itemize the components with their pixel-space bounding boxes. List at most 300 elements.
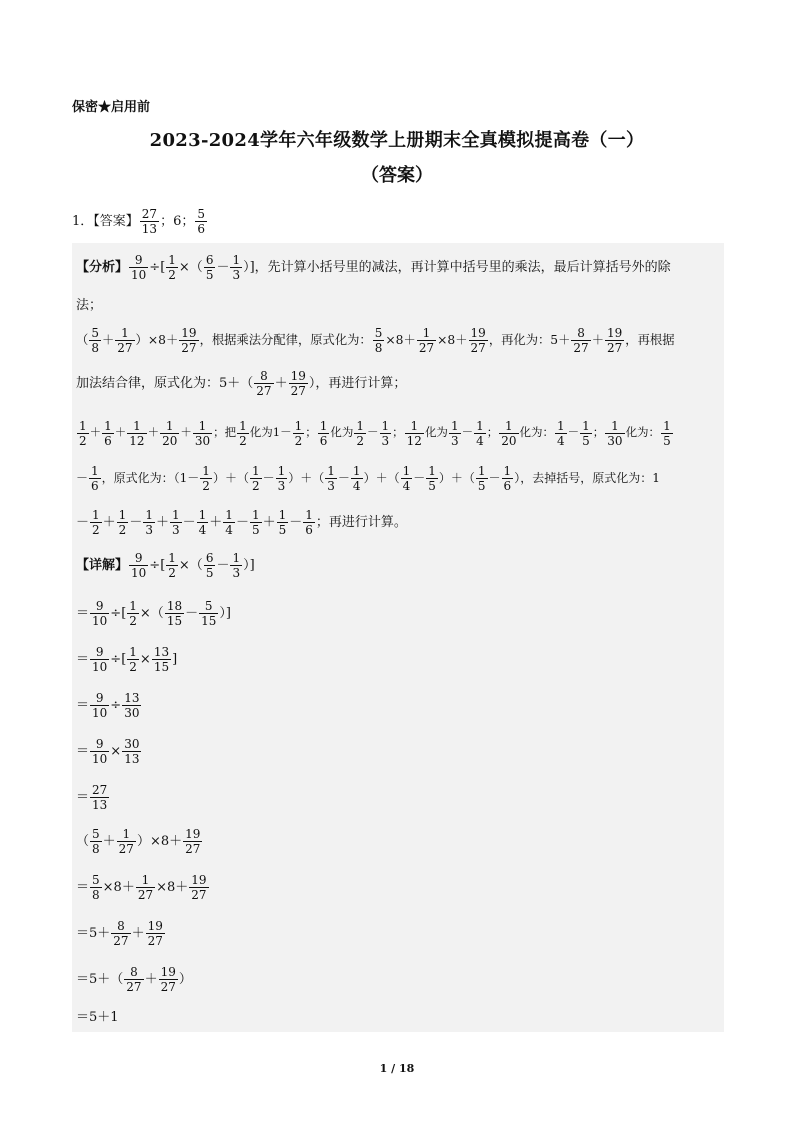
numerator: 1	[239, 418, 247, 433]
fraction	[474, 419, 486, 448]
text-run: ＋	[155, 515, 169, 530]
fraction	[89, 464, 101, 493]
numerator: 1	[129, 645, 137, 659]
text-run: ，再化为：5＋	[488, 333, 571, 347]
answer-sep: ；6；	[160, 214, 195, 229]
numerator: 1	[92, 508, 100, 522]
fraction	[122, 691, 141, 720]
numerator: 19	[607, 326, 623, 340]
denominator: 27	[160, 980, 176, 994]
text-run: ＋	[591, 333, 605, 347]
denominator: 3	[145, 523, 153, 537]
numerator: 19	[181, 326, 197, 340]
fraction	[193, 419, 212, 448]
denominator: 3	[381, 433, 390, 448]
denominator: 5	[477, 479, 486, 493]
numerator: 1	[232, 253, 241, 267]
fraction	[160, 419, 179, 448]
numerator: 1	[145, 508, 153, 522]
numerator: 13	[153, 645, 170, 659]
denominator: 2	[92, 523, 100, 537]
text-run: ）＋（	[212, 471, 249, 485]
page-title: 2023-2024学年六年级数学上册期末全真模拟提高卷（一）	[149, 130, 645, 151]
text-run: ＋	[101, 333, 115, 347]
numerator: 5	[374, 326, 383, 340]
text-run: 化为	[330, 425, 354, 439]
numerator: 6	[205, 253, 214, 267]
numerator: 8	[254, 369, 273, 384]
denominator: 6	[305, 523, 313, 537]
denominator: 20	[501, 433, 517, 448]
detail-step	[76, 822, 203, 862]
text-run: ＝	[76, 790, 90, 805]
denominator: 5	[205, 566, 214, 580]
numerator: 1	[168, 551, 176, 565]
numerator: 5	[92, 873, 100, 887]
numerator: 6	[205, 551, 214, 565]
fraction	[170, 508, 182, 537]
denominator: 2	[168, 566, 176, 580]
detail-step	[76, 960, 192, 1000]
text-run: ÷[	[149, 558, 166, 573]
fraction	[204, 253, 216, 282]
denominator: 4	[476, 433, 484, 448]
text-run: －	[216, 558, 230, 573]
fraction	[499, 419, 518, 448]
denominator: 15	[153, 660, 170, 674]
text-run: ×8＋	[156, 880, 189, 895]
fraction	[325, 464, 337, 493]
numerator: 1	[193, 419, 212, 434]
numerator: 1	[476, 418, 484, 433]
text-run: －	[367, 425, 379, 439]
numerator: 1	[171, 508, 180, 522]
denominator: 2	[79, 433, 87, 448]
text-run: －	[216, 260, 230, 275]
detail-step	[76, 778, 110, 818]
text-run: －	[182, 515, 196, 530]
denominator: 12	[406, 433, 422, 448]
text-run: ×8＋	[385, 333, 416, 347]
fraction	[354, 419, 366, 448]
numerator: 1	[232, 551, 241, 565]
denominator: 30	[124, 706, 140, 720]
fraction	[117, 827, 136, 856]
fraction	[89, 326, 101, 355]
fraction	[183, 827, 202, 856]
denominator: 27	[113, 934, 129, 948]
text-run: ＋	[131, 926, 145, 941]
denominator: 27	[147, 934, 163, 948]
text-run: ；再进行计算。	[315, 515, 407, 530]
numerator: 1	[168, 253, 176, 267]
denominator: 2	[239, 433, 247, 448]
denominator: 27	[118, 842, 134, 856]
fraction	[90, 827, 102, 856]
denominator: 27	[290, 384, 306, 398]
denominator: 2	[202, 479, 210, 493]
text-run: ＋	[102, 515, 116, 530]
fraction	[223, 508, 235, 537]
numerator: 1	[202, 464, 210, 478]
analysis-line	[76, 364, 406, 404]
fraction	[166, 253, 178, 282]
fraction	[152, 645, 171, 674]
denominator: 8	[92, 888, 100, 902]
page-number: 1 / 18	[379, 1062, 415, 1075]
numerator: 19	[185, 827, 201, 841]
denominator: 3	[450, 433, 459, 448]
numerator: 1	[251, 508, 260, 522]
text-run: ＋	[102, 834, 116, 849]
denominator: 6	[104, 433, 112, 448]
text-run: ＋	[144, 972, 158, 987]
text-run: ×	[139, 652, 151, 667]
denominator: 4	[198, 523, 207, 537]
denominator: 8	[374, 341, 383, 355]
text-run: 化为：	[625, 425, 661, 439]
denominator: 2	[251, 479, 260, 493]
fraction	[200, 464, 212, 493]
numerator: 1	[91, 464, 99, 478]
denominator: 27	[126, 980, 142, 994]
numerator: 1	[417, 326, 436, 341]
denominator: 27	[137, 888, 154, 902]
solution-panel	[72, 243, 724, 1032]
text-run: ；	[305, 425, 317, 439]
numerator: 9	[90, 599, 109, 614]
text-run: ＝	[76, 880, 90, 895]
denominator: 12	[129, 433, 145, 448]
numerator: 1	[104, 418, 112, 433]
text-run: 加法结合律，原式化为：5＋（	[76, 376, 254, 391]
fraction	[197, 508, 209, 537]
fraction	[303, 508, 315, 537]
numerator: 9	[129, 551, 148, 566]
text-run: ×	[110, 744, 122, 759]
fraction	[250, 508, 262, 537]
denominator: 2	[294, 433, 303, 448]
fraction	[293, 419, 305, 448]
fraction	[127, 599, 139, 628]
numerator: 8	[111, 919, 130, 934]
text-run: 化为：	[519, 425, 554, 439]
numerator: 1	[428, 464, 436, 478]
text-run: ）＋（	[288, 471, 325, 485]
numerator: 1	[277, 464, 286, 478]
denominator: 2	[168, 268, 176, 282]
text-run: （	[76, 333, 89, 347]
numerator: 5	[199, 599, 218, 614]
fraction	[469, 326, 488, 355]
denominator: 27	[573, 341, 589, 355]
numerator: 1	[557, 418, 565, 433]
numerator: 1	[663, 418, 671, 433]
text-run: ＝5＋（	[76, 972, 124, 987]
fraction	[380, 419, 392, 448]
text-run: ），再进行计算；	[308, 376, 407, 391]
numerator: 8	[124, 965, 143, 980]
page-subtitle: （答案）	[361, 165, 433, 186]
text-run: 化为	[424, 425, 448, 439]
analysis-tag: 【分析】	[76, 260, 129, 275]
text-run: ＋	[114, 425, 127, 439]
text-run: ＋	[180, 425, 192, 439]
denominator: 5	[663, 433, 671, 448]
text-run: ×（	[139, 606, 164, 621]
numerator: 1	[294, 418, 303, 433]
analysis-line	[76, 412, 674, 452]
text-run: ÷	[110, 698, 122, 713]
denominator: 3	[232, 268, 241, 282]
text-run: ，再根据	[625, 333, 675, 347]
text-run: ÷[	[110, 606, 127, 621]
denominator: 2	[356, 433, 365, 448]
fraction	[289, 369, 308, 398]
text-run: ）＋（	[363, 471, 400, 485]
text-run: ；把	[213, 425, 237, 439]
numerator: 1	[251, 464, 260, 478]
detail-step	[76, 640, 177, 680]
denominator: 27	[181, 341, 197, 355]
text-run: －	[76, 471, 89, 485]
text-run: ）	[178, 972, 192, 987]
analysis-line	[76, 458, 660, 498]
fraction	[318, 419, 330, 448]
numerator: 19	[470, 326, 486, 340]
numerator: 19	[191, 873, 207, 887]
text-run: ＝	[76, 744, 90, 759]
fraction	[237, 419, 249, 448]
numerator: 1	[381, 418, 390, 433]
fraction	[90, 599, 109, 628]
numerator: 1	[129, 599, 137, 613]
text-run: ×（	[178, 260, 203, 275]
fraction	[555, 419, 567, 448]
denominator: 3	[232, 566, 241, 580]
fraction	[90, 691, 109, 720]
numerator: 1	[115, 326, 134, 341]
answer-line	[72, 202, 208, 242]
text-run: ＋	[209, 515, 223, 530]
denominator: 4	[402, 479, 411, 493]
numerator: 1	[605, 419, 624, 434]
fraction	[140, 207, 159, 236]
denominator: 3	[327, 479, 335, 493]
text-run: ＋	[262, 515, 276, 530]
fraction	[195, 207, 207, 236]
fraction	[426, 464, 438, 493]
fraction	[159, 965, 178, 994]
text-run: ÷[	[110, 652, 127, 667]
detail-tag: 【详解】	[76, 558, 129, 573]
denominator: 5	[251, 523, 260, 537]
denominator: 13	[124, 752, 140, 766]
numerator: 5	[92, 827, 100, 841]
denominator: 3	[277, 479, 286, 493]
numerator: 1	[198, 508, 207, 522]
numerator: 1	[127, 419, 146, 434]
denominator: 27	[607, 341, 623, 355]
denominator: 20	[162, 433, 178, 448]
numerator: 9	[129, 253, 148, 268]
numerator: 1	[327, 464, 335, 478]
denominator: 10	[131, 268, 147, 282]
fraction	[605, 326, 624, 355]
fraction	[111, 919, 130, 948]
numerator: 8	[571, 326, 590, 341]
text-run: －	[413, 471, 426, 485]
text-run: 法；	[76, 298, 103, 313]
fraction	[90, 737, 109, 766]
denominator: 27	[418, 341, 435, 355]
numerator: 1	[305, 508, 313, 522]
denominator: 27	[191, 888, 207, 902]
text-run: ，原式化为：（1－	[101, 471, 200, 485]
fraction	[661, 419, 673, 448]
fraction	[90, 873, 102, 902]
denominator: 4	[225, 523, 233, 537]
numerator: 1	[499, 419, 518, 434]
fraction	[571, 326, 590, 355]
fraction	[580, 419, 592, 448]
text-run: ；	[392, 425, 404, 439]
numerator: 19	[290, 369, 306, 383]
numerator: 1	[582, 418, 590, 433]
fraction	[90, 783, 109, 812]
fraction	[127, 645, 139, 674]
text-run: －	[337, 471, 350, 485]
fraction	[277, 508, 289, 537]
text-run: ＋	[89, 425, 102, 439]
analysis-line	[76, 248, 671, 288]
numerator: 9	[90, 737, 109, 752]
denominator: 10	[92, 614, 108, 628]
fraction	[449, 419, 461, 448]
fraction	[102, 419, 114, 448]
numerator: 1	[160, 419, 179, 434]
fraction	[230, 551, 242, 580]
fraction	[405, 419, 424, 448]
denominator: 2	[129, 614, 137, 628]
text-run: ），去掉括号，原式化为：1	[514, 471, 660, 485]
denominator: 6	[91, 479, 99, 493]
denominator: 30	[607, 433, 623, 448]
fraction	[146, 919, 165, 948]
numerator: 13	[124, 691, 140, 705]
fraction	[136, 873, 155, 902]
detail-step	[76, 732, 142, 772]
denominator: 13	[92, 798, 108, 812]
text-run: －	[262, 471, 275, 485]
numerator: 27	[92, 783, 108, 797]
numerator: 1	[356, 418, 365, 433]
denominator: 8	[92, 842, 100, 856]
text-run: ）]	[243, 558, 255, 573]
denominator: 6	[319, 433, 328, 448]
denominator: 4	[352, 479, 361, 493]
fraction	[127, 419, 146, 448]
fraction	[502, 464, 514, 493]
fraction	[90, 645, 109, 674]
fraction	[351, 464, 363, 493]
fraction	[401, 464, 413, 493]
text-run: 化为1－	[249, 425, 292, 439]
text-run: －	[185, 606, 199, 621]
numerator: 1	[352, 464, 361, 478]
text-run: ＋	[147, 425, 160, 439]
detail-step	[76, 686, 142, 726]
text-run: －	[567, 425, 580, 439]
text-run: ；	[486, 425, 499, 439]
text-run: ；	[592, 425, 605, 439]
analysis-line	[76, 320, 675, 360]
text-run: ＝	[76, 698, 90, 713]
fraction	[124, 965, 143, 994]
detail-step	[76, 546, 255, 586]
fraction	[117, 508, 129, 537]
denominator: 2	[118, 523, 127, 537]
denominator: 8	[91, 341, 99, 355]
text-run: ×8＋	[102, 880, 135, 895]
denominator: 27	[117, 341, 133, 355]
denominator: 13	[141, 222, 158, 236]
text-run: －	[488, 471, 501, 485]
text-run: ]	[172, 652, 178, 667]
answer-label: 1．【答案】	[72, 214, 139, 229]
text-run: ）]	[219, 606, 231, 621]
denominator: 6	[503, 479, 512, 493]
denominator: 15	[201, 614, 217, 628]
denominator: 10	[92, 660, 108, 674]
denominator: 5	[278, 523, 287, 537]
numerator: 1	[118, 508, 127, 522]
text-run: （	[76, 834, 90, 849]
numerator: 1	[79, 418, 87, 433]
fraction	[179, 326, 198, 355]
fraction	[476, 464, 488, 493]
detail-step	[76, 594, 231, 634]
text-run: ＝5＋1	[76, 1010, 119, 1025]
fraction	[77, 419, 89, 448]
text-run: ×（	[178, 558, 203, 573]
fraction	[254, 369, 273, 398]
numerator: 18	[166, 599, 183, 613]
text-run: －	[76, 515, 90, 530]
numerator: 1	[503, 464, 512, 478]
denominator: 4	[557, 433, 565, 448]
text-run: ＋	[274, 376, 288, 391]
fraction	[230, 253, 242, 282]
numerator: 27	[141, 207, 158, 221]
text-run: ÷[	[149, 260, 166, 275]
fraction	[115, 326, 134, 355]
text-run: ）＋（	[438, 471, 475, 485]
denominator: 15	[166, 614, 183, 628]
numerator: 1	[477, 464, 486, 478]
text-run: －	[289, 515, 303, 530]
fraction	[373, 326, 385, 355]
denominator: 10	[92, 752, 108, 766]
denominator: 6	[197, 222, 205, 236]
text-run: －	[235, 515, 249, 530]
denominator: 5	[428, 479, 436, 493]
fraction	[129, 551, 148, 580]
numerator: 19	[147, 919, 163, 933]
analysis-line	[76, 503, 407, 543]
denominator: 30	[194, 433, 211, 448]
fraction	[199, 599, 218, 628]
